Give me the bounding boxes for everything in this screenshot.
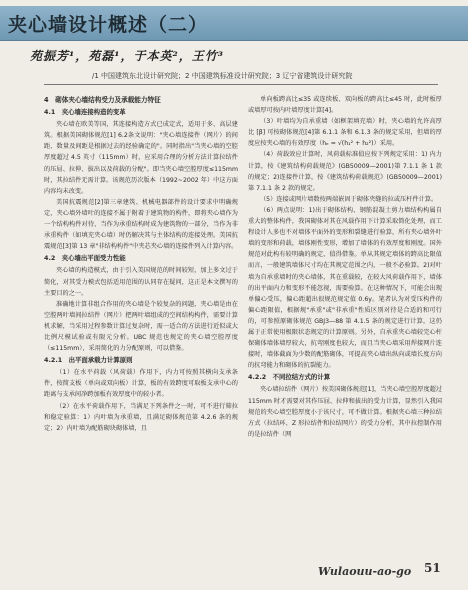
left-column (44, 94, 238, 434)
section-heading: 4.1 夹心墙连接构造的变革 (44, 108, 126, 117)
article-title: 夹心墙设计概述（二） (8, 14, 209, 36)
paragraph: 单向板跨高比≤35 或连续板、双向板的跨高比≤45 时，此时板厚或墙厚可按内叶墙厚度计算[4]。 (248, 96, 442, 115)
affiliation-line: /1 中国建筑东北设计研究院；2 中国建筑标准设计研究院；3 辽宁省建筑设计研究院 (92, 72, 353, 80)
footer-mark: Wulaouu-ao-go (318, 565, 412, 578)
right-column (248, 94, 442, 440)
paragraph: （5）连接或网片墙数按两端嵌固于砌体夹缝的拉或压杆件计算。 (260, 195, 438, 203)
section-heading: 4.2.2 不同拉结方式的计算 (248, 373, 331, 382)
author-line: 苑振芳¹，苑磊¹，于本英²，王竹³ (30, 49, 225, 63)
section-heading: 4.2.1 出平面承载力计算原则 (44, 356, 133, 365)
section-heading: 4 砌体夹心墙结构受力及承载能力特征 (44, 96, 161, 104)
paragraph: （4）荷载效应计算时，风荷载标准值应按下列规定采用：1) 内力计算，按《建筑结构荷载规范》(GB50009—2001)第 7.1.1 条 1 款的规定；2)连接件计算，按《建筑结构荷载规范》(GB50009—2001) 第 7.1.1 条 2 款的规定。 (248, 151, 442, 192)
paragraph: （3）叶墙均为自承重墙（如框架填充墙）时，夹心墙的允许高厚比 [β] 可按砌体规范[4]第 6.1.1 条和 6.1.3 条的规定采用，但墙的厚度应按夹心墙的有效厚度（hₑ = √(h₁² + h₂²)）采用。 (248, 118, 442, 148)
paragraph: （1）在水平荷载（风荷载）作用下，内力可按照其横向支承条件，按简支板（单向或双向板）计算，板的有效跨度可取板支承中心的距离与支承间净跨加板有效厚度中的较小者。 (44, 369, 238, 399)
header-divider (44, 84, 438, 85)
paragraph: 夹心墙拉结件（网片）按美国砌体规范[1]，当夹心墙空腔厚度超过 115mm 时才需要对其作压屈、拉伸和拔出的受力计算，显然引入我国规范的夹心墙空腔厚度小于该尺寸，可不做计算。根据夹心墙三种拉结方式（拉结环、Z 形拉结件和拉结网片）的受力分析，其中拉控制作用的是拉结件（网 (248, 386, 443, 438)
paragraph: 夹心墙的构造模式，由于引入美国规范的时间较短，加上多文过于简化，对其受力模式包括适用范围的认同存在疑问，这正是本文撰写的主要目的之一。 (44, 267, 238, 297)
paragraph: （6）两点说明：1)出于砌体结构、钢筋混凝土剪力墙结构构属自重大的整体构件，我国砌体对其在风载作用下计算采取简化处理，而工程设计人多也不对墙体平面外的变形和裂缝进行验算，所有夹心墙外叶墙的变形和荷载，墙体刚性变形，增加了墙体的有效厚度和刚度。国外规范对此构有较明确的规定，值得借鉴。单从其规定墙体的跨高比限值而言，一般建筑墙体尺寸均在其规定范围之内，一般不必验算。2)对叶墙为自承重墙时的夹心墙体，其在重载较，在较大风荷载作用下，墙体的出平面内力和变形不能忽视，需要验算。在这种情况下，可能会出现单偏心受压，偏心距超出很规范规定值 0.6y。笔者认为对受压构件的偏心距限值，根据规"承重"或"非承重"性质区别对待是合适的和可行的，可参照原砌体规范 GBJ3—88 第 4.1.5 条的规定进行计算，这仍属于正常使用极限状态规定的计算原则。另外，自承重夹心墙较完心杆保砌体墙体墙厚较大，抗弯刚度也较大，而且当夹心墙采用焊接网片连接时，墙体截面为少数的配筋砌体，可提高夹心墙出纵向或墙长度方向的抗弯能力和砌体的抗裂能力。 (248, 206, 442, 370)
page-number: 51 (424, 561, 441, 575)
title-bar (0, 6, 468, 41)
section-heading: 4.2 夹心墙出平面受力性能 (44, 254, 126, 263)
paragraph: 美国抗震规范[2]第三章建筑、机械电器部件的设计要求中明确规定，夹心墙外墙叶的连接不属于附着于建筑物的构件，即将夹心墙作为一个结构构件对待，当作为承重结构时成为建筑物的一部分，当作为非承重构件（如填充夹心墙）时仍解决其与主体结构的连接处理。美国抗震规范[3]第 13 章"非结构构件"中夹芯夹心墙的连接件列入计算内容。 (44, 198, 238, 251)
paragraph: 准确地计算非组合作用的夹心墙是个较复杂的问题，夹心墙是由在空腔两叶墙间拉结件（网片）把两叶墙组成的空间结构构件，需要计算机求解，当采用过程参数计算过复杂时，需一适合的方法进行近似或大比例尺模试验或有限元分析。UBC 规范也规定的夹心墙空腔厚度（≤115mm），采用简化的力分配原则，可以借鉴。 (44, 300, 238, 353)
paragraph: 夹心墙在欧美等国，其连接构造方式已成定式，适用于多、高层建筑。根据美国砌体规范[1] 6.2条文说明："夹心墙连接件（网片）的间距、数量及间距是根据过去的经验确定的"。同时指出"当夹心墙的空腔厚度超过 4.5 英寸（115mm）时，应采用合理的分析方法计算拉结件的压屈、拉伸、拔出以及荷载的分配"。即当夹心墙空腔厚度≤115mm 时，其拉结件无需计算。该规范历次版本（1992~2002 年）中这方面内容均未改变。 (44, 121, 238, 195)
paragraph: （2）在水平荷载作用下，当满足下列条件之一时，可不进行筛拉和稳定验算：1）内叶墙为承重墙，且满足砌体规范第 4.2.6 条的规定；2）内叶墙为配筋砌块砌体墙，且 (44, 402, 238, 432)
